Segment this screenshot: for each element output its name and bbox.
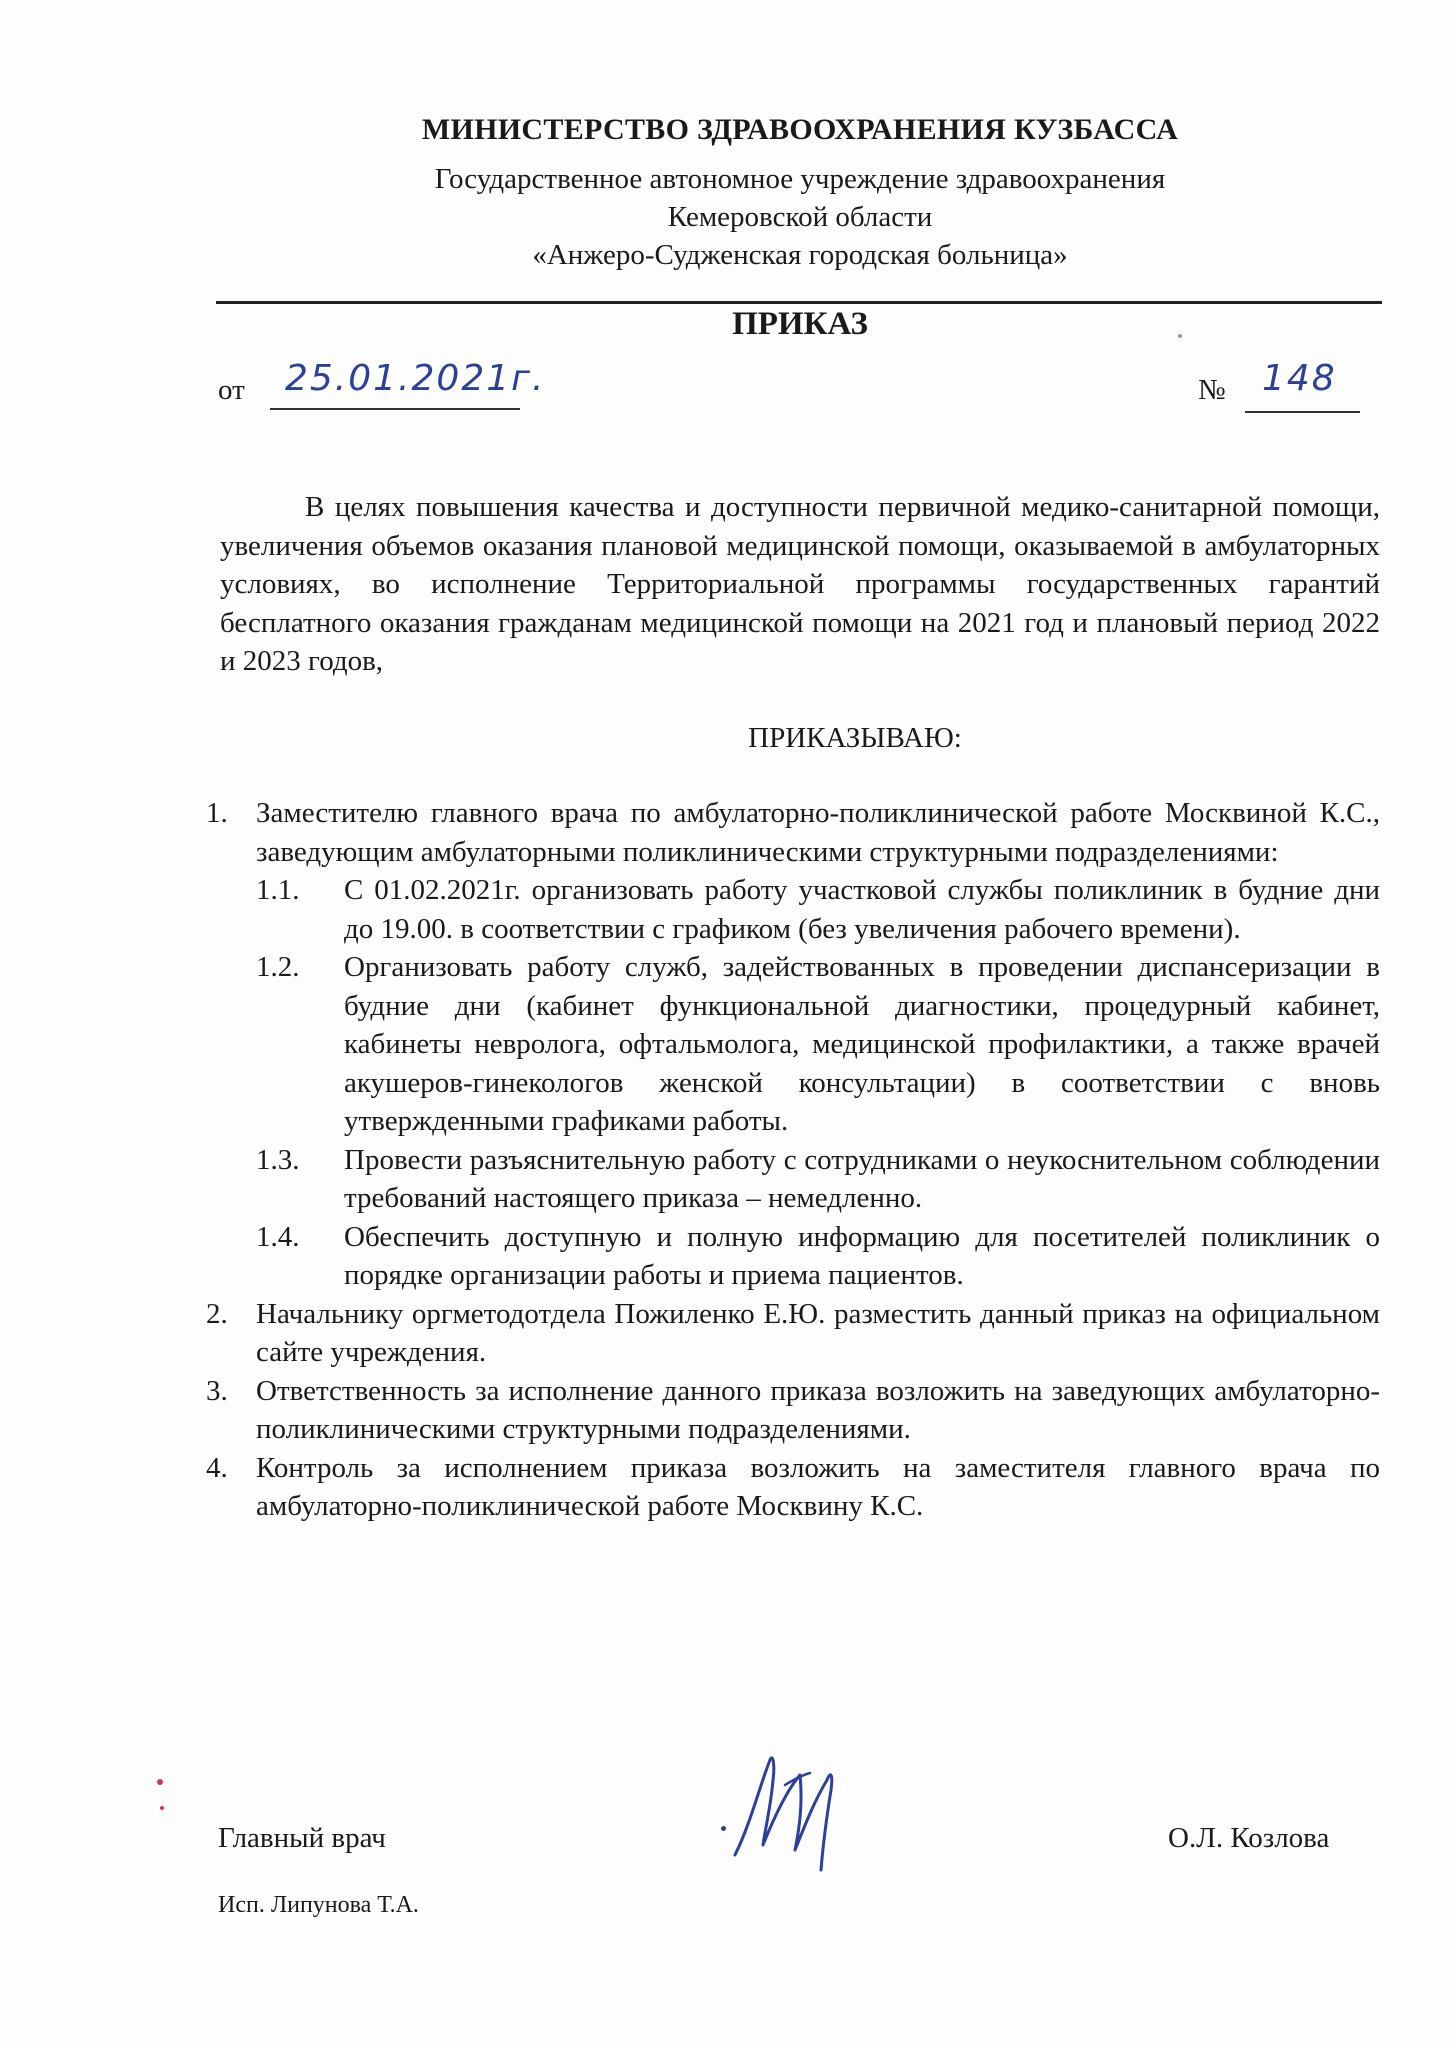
- subitem-text: Организовать работу служб, задействованных в проведении диспансеризации в будние дни (кабинет функциональной диагностики, процедурный кабинет, кабинеты невролога, офтальмолога, медицинской профилактики, а также врачей акушеров-гинекологов женской консультации) в соответствии с вновь утвержденными графиками работы.: [344, 951, 1380, 1137]
- item-number: 3.: [206, 1374, 228, 1407]
- scan-speck: [160, 1806, 164, 1810]
- subitems-list: [256, 871, 1380, 1295]
- date-handwritten: 25.01.2021г.: [285, 358, 546, 399]
- preamble-paragraph: В целях повышения качества и доступности первичной медико-санитарной помощи, увеличения объемов оказания плановой медицинской помощи, оказываемой в амбулаторных условиях, во исполнение Территориальной программы государственных гарантий бесплатного оказания гражданам медицинской помощи на 2021 год и плановый период 2022 и 2023 годов,: [220, 491, 1380, 677]
- item-text: Заместителю главного врача по амбулаторно-поликлинической работе Москвиной К.С., заведующим амбулаторными поликлиническими структурными подразделениями:: [256, 797, 1380, 868]
- institution-line-2: Кемеровской области: [667, 201, 933, 233]
- number-handwritten: 148: [1262, 358, 1337, 399]
- sub-list-item: [256, 1218, 1380, 1295]
- institution-line-3: «Анжеро-Судженская городская больница»: [532, 239, 1068, 271]
- item-text: Начальнику оргметодотдела Пожиленко Е.Ю. разместить данный приказ на официальном сайте учреждения.: [256, 1297, 1380, 1368]
- scan-speck: [157, 1779, 163, 1785]
- scan-speck: [721, 1826, 726, 1831]
- sub-list-item: [256, 871, 1380, 948]
- institution-line-1: Государственное автономное учреждение здравоохранения: [434, 163, 1166, 195]
- signatory-name: О.Л. Козлова: [1168, 1822, 1330, 1854]
- number-underline: [1245, 411, 1360, 413]
- subitem-number: 1.4.: [256, 1220, 300, 1253]
- signature-mark: [715, 1745, 865, 1880]
- signatory-position: Главный врач: [218, 1822, 386, 1854]
- list-item: [206, 1295, 1380, 1372]
- document-body: [206, 488, 1380, 1526]
- date-label: от: [218, 374, 245, 406]
- document-title: ПРИКАЗ: [732, 306, 868, 342]
- item-number: 1.: [206, 797, 228, 829]
- sub-list-item: [256, 1141, 1380, 1218]
- list-item: [206, 794, 1380, 1295]
- order-items-list: [206, 794, 1380, 1526]
- ministry-heading: МИНИСТЕРСТВО ЗДРАВООХРАНЕНИЯ КУЗБАССА: [421, 113, 1179, 146]
- item-text: Контроль за исполнением приказа возложить на заместителя главного врача по амбулаторно-поликлинической работе Москвину К.С.: [256, 1451, 1380, 1522]
- header-divider: [216, 301, 1382, 304]
- list-item: [206, 1449, 1380, 1526]
- item-number: 4.: [206, 1451, 228, 1484]
- item-text: Ответственность за исполнение данного приказа возложить на заведующих амбулаторно-поликлиническими структурными подразделениями.: [256, 1374, 1380, 1445]
- item-number: 2.: [206, 1297, 228, 1330]
- subitem-number: 1.2.: [256, 951, 300, 983]
- subitem-number: 1.1.: [256, 874, 300, 906]
- order-heading: ПРИКАЗЫВАЮ:: [748, 721, 962, 754]
- subitem-text: С 01.02.2021г. организовать работу участковой службы поликлиник в будние дни до 19.00. в соответствии с графиком (без увеличения рабочего времени).: [344, 874, 1380, 945]
- list-item: [206, 1372, 1380, 1449]
- executor-note: Исп. Липунова Т.А.: [218, 1892, 419, 1918]
- date-underline: [270, 408, 520, 410]
- sub-list-item: [256, 948, 1380, 1141]
- subitem-text: Обеспечить доступную и полную информацию для посетителей поликлиник о порядке организации работы и приема пациентов.: [344, 1220, 1380, 1291]
- subitem-text: Провести разъяснительную работу с сотрудниками о неукоснительном соблюдении требований настоящего приказа – немедленно.: [344, 1143, 1380, 1214]
- scan-speck: [1178, 334, 1182, 338]
- number-label: №: [1198, 374, 1226, 406]
- subitem-number: 1.3.: [256, 1143, 300, 1176]
